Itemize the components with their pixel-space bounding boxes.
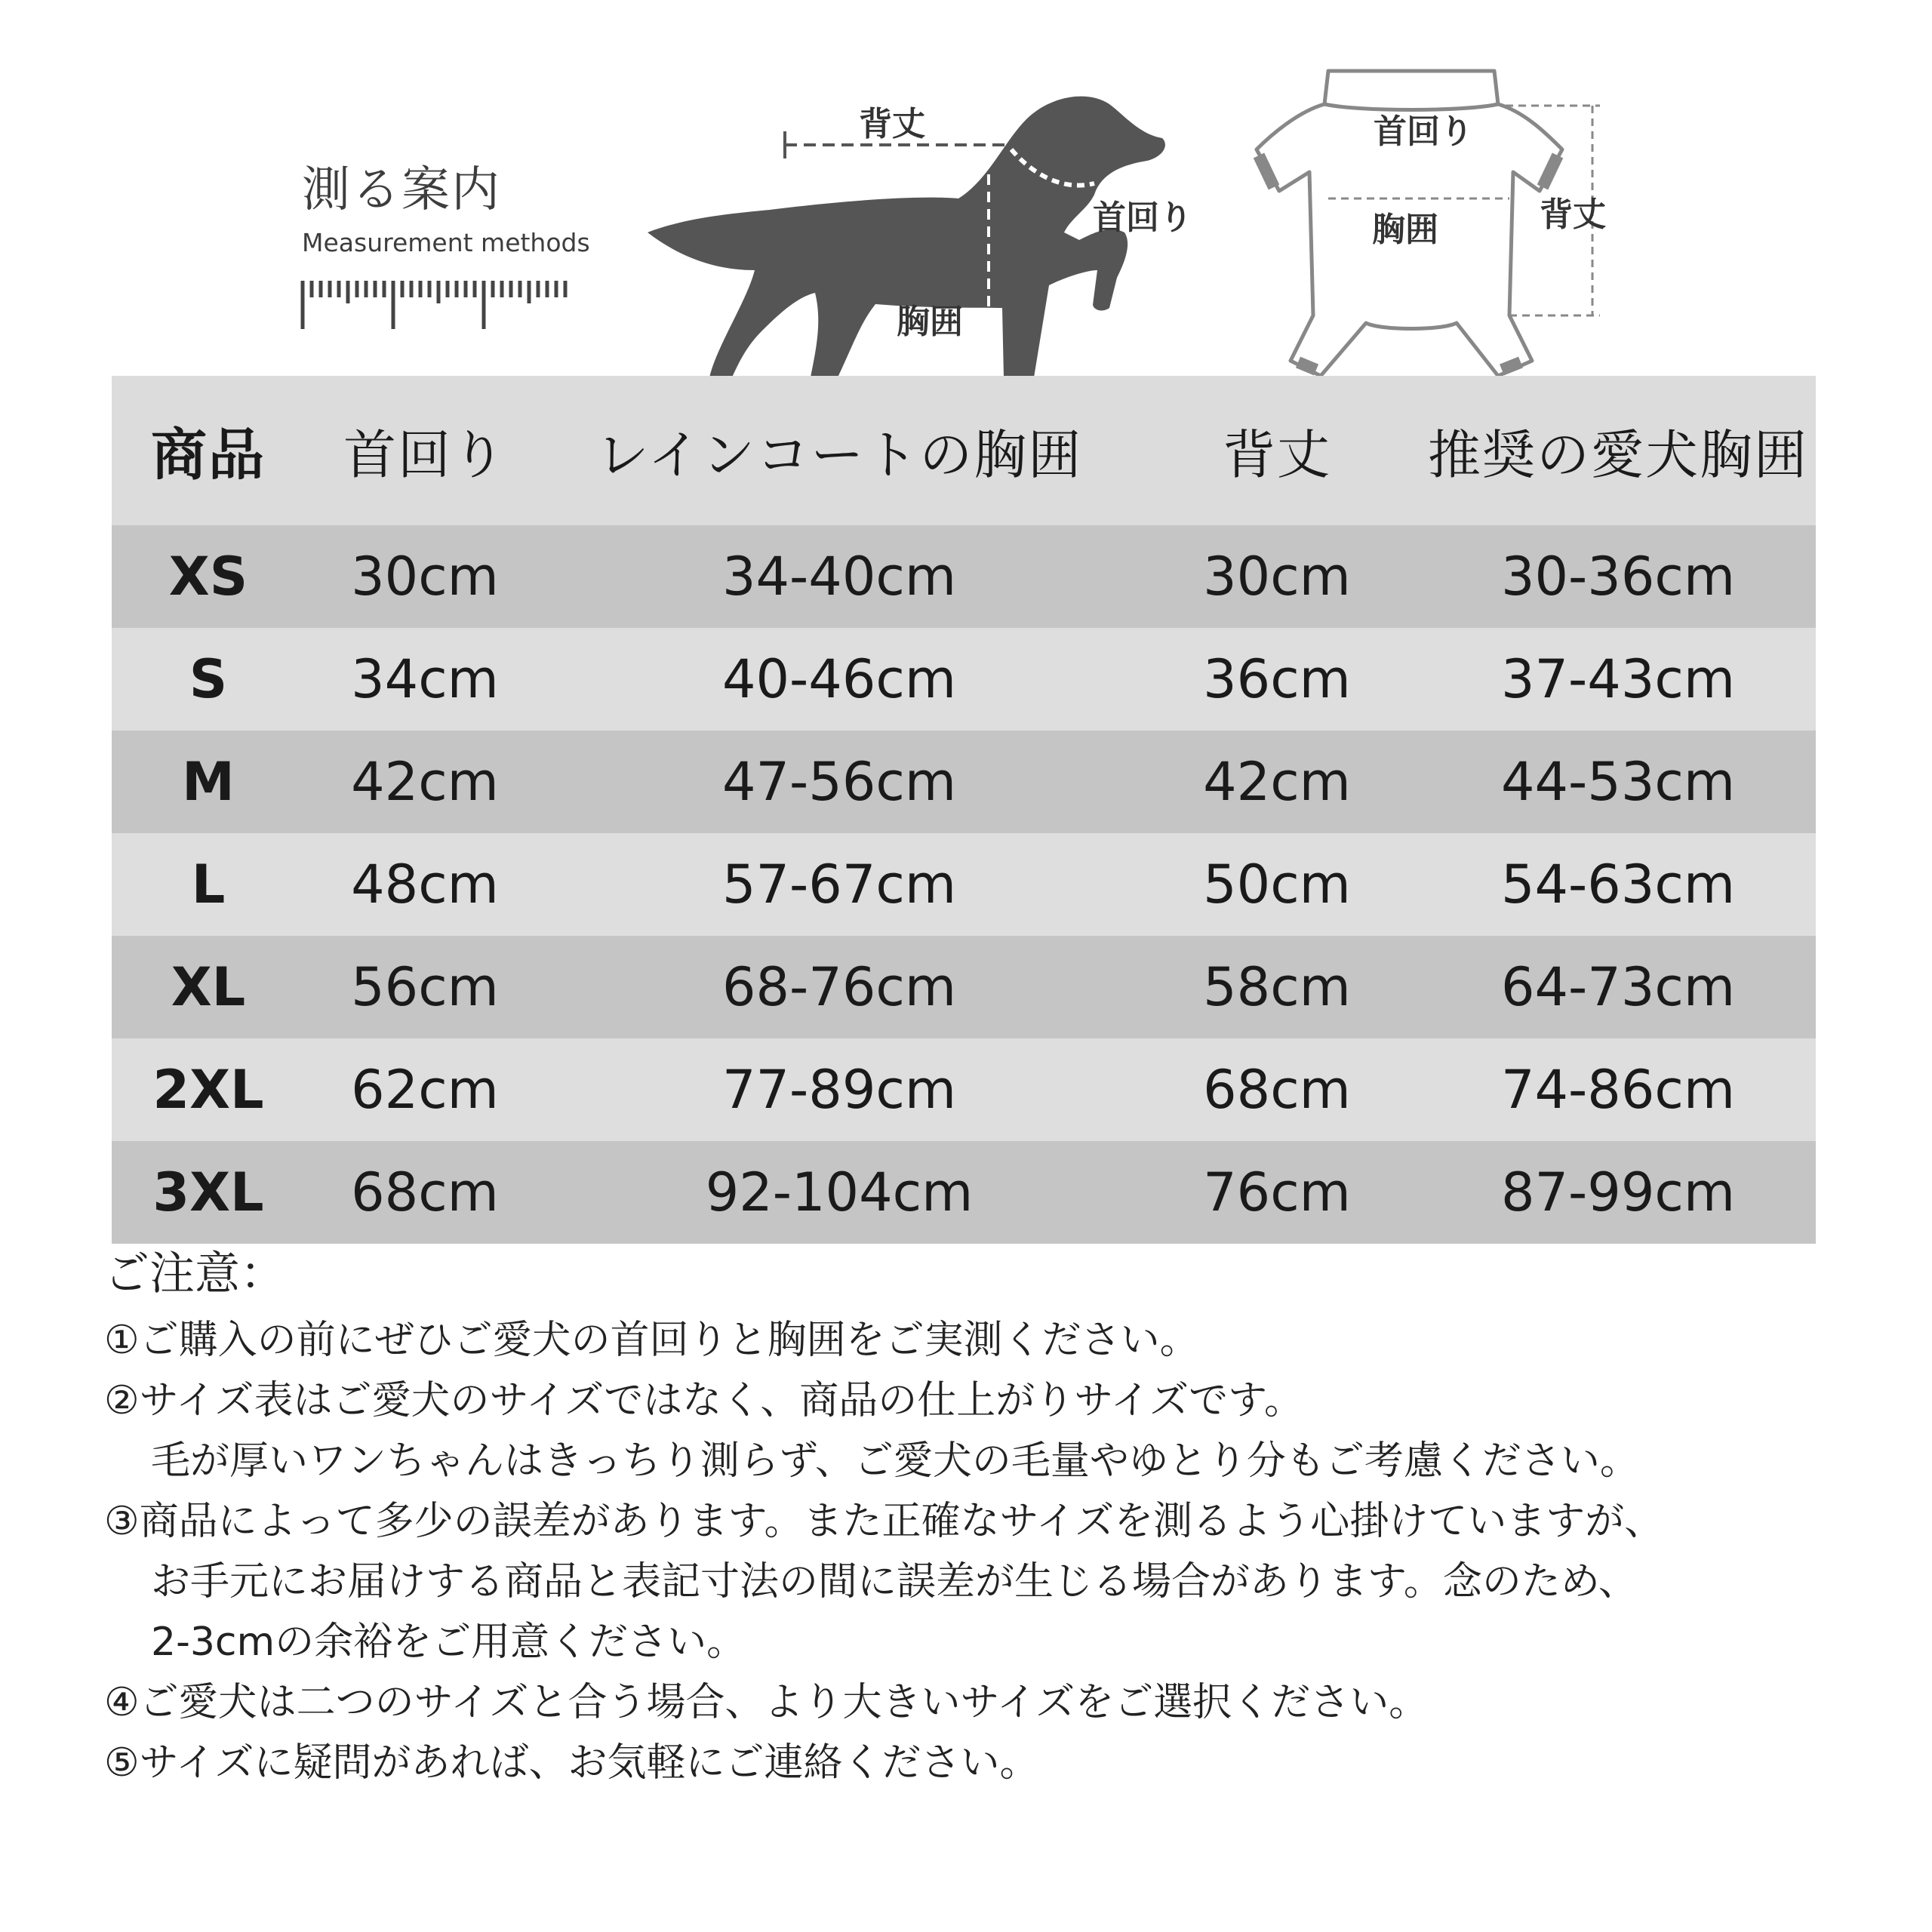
back-length-cell: 50cm bbox=[1203, 854, 1351, 915]
neck-cell: 68cm bbox=[351, 1161, 499, 1223]
note-line: ③商品によって多少の誤差があります。また正確なサイズを測るよう心掛けていますが、 bbox=[104, 1499, 1664, 1544]
table-row bbox=[112, 1141, 1816, 1244]
notes-title: ご注意： bbox=[104, 1247, 285, 1300]
table-row bbox=[112, 936, 1816, 1038]
header-back-length: 背丈 bbox=[1223, 423, 1331, 486]
coat-chest-cell: 40-46cm bbox=[721, 648, 957, 710]
recommended-chest-cell: 37-43cm bbox=[1500, 648, 1736, 710]
guide-subtitle: Measurement methods bbox=[302, 228, 590, 257]
note-line: ①ご購入の前にぜひご愛犬の首回りと胸囲をご実測ください。 bbox=[104, 1318, 1199, 1363]
table-row bbox=[112, 833, 1816, 936]
coat-chest-cell: 47-56cm bbox=[721, 751, 957, 813]
coat-chest-cell: 92-104cm bbox=[705, 1161, 974, 1223]
size-cell: L bbox=[191, 854, 226, 915]
neck-cell: 34cm bbox=[351, 648, 499, 710]
size-cell: M bbox=[182, 751, 235, 813]
note-line: ④ご愛犬は二つのサイズと合う場合、より大きいサイズをご選択ください。 bbox=[104, 1680, 1429, 1725]
back-length-cell: 58cm bbox=[1203, 956, 1351, 1018]
neck-cell: 42cm bbox=[351, 751, 499, 813]
recommended-chest-cell: 44-53cm bbox=[1500, 751, 1736, 813]
table-row bbox=[112, 628, 1816, 731]
dog-back-length-label: 背丈 bbox=[859, 105, 925, 143]
coat-chest-cell: 34-40cm bbox=[721, 546, 957, 608]
header-neck: 首回り bbox=[343, 423, 506, 486]
garment-back-length-label: 背丈 bbox=[1540, 195, 1606, 234]
header-recommended-chest: 推奨の愛犬胸囲 bbox=[1428, 423, 1808, 486]
back-length-cell: 36cm bbox=[1203, 648, 1351, 710]
coat-chest-cell: 77-89cm bbox=[721, 1059, 957, 1121]
note-line: ②サイズ表はご愛犬のサイズではなく、商品の仕上がりサイズです。 bbox=[104, 1378, 1303, 1423]
header-product: 商品 bbox=[151, 423, 266, 488]
back-length-cell: 76cm bbox=[1203, 1161, 1351, 1223]
neck-cell: 62cm bbox=[351, 1059, 499, 1121]
table-row bbox=[112, 731, 1816, 833]
size-cell: S bbox=[189, 648, 228, 710]
size-cell: XS bbox=[168, 546, 248, 608]
notes-section bbox=[104, 1238, 1915, 1793]
header-coat-chest: レインコートの胸囲 bbox=[595, 423, 1083, 486]
neck-cell: 56cm bbox=[351, 956, 499, 1018]
back-length-cell: 68cm bbox=[1203, 1059, 1351, 1121]
table-header-row bbox=[112, 376, 1816, 525]
note-line: 毛が厚いワンちゃんはきっちり測らず、ご愛犬の毛量やゆとり分もご考慮ください。 bbox=[151, 1438, 1639, 1484]
recommended-chest-cell: 30-36cm bbox=[1500, 546, 1736, 608]
table-row bbox=[112, 1038, 1816, 1141]
size-cell: XL bbox=[171, 956, 246, 1018]
note-line: ⑤サイズに疑問があれば、お気軽にご連絡ください。 bbox=[104, 1740, 1039, 1786]
dog-neck-label: 首回り bbox=[1093, 198, 1192, 237]
recommended-chest-cell: 64-73cm bbox=[1500, 956, 1736, 1018]
size-table bbox=[112, 376, 1816, 1244]
back-length-cell: 30cm bbox=[1203, 546, 1351, 608]
ruler-icon bbox=[300, 278, 568, 332]
size-cell: 3XL bbox=[152, 1161, 264, 1223]
size-cell: 2XL bbox=[152, 1059, 264, 1121]
garment-chest-label: 胸囲 bbox=[1372, 211, 1438, 249]
recommended-chest-cell: 54-63cm bbox=[1500, 854, 1736, 915]
table-row bbox=[112, 525, 1816, 628]
garment-neck-label: 首回り bbox=[1374, 112, 1473, 151]
note-line: お手元にお届けする商品と表記寸法の間に誤差が生じる場合があります。念のため、 bbox=[151, 1559, 1638, 1604]
recommended-chest-cell: 87-99cm bbox=[1500, 1161, 1736, 1223]
coat-chest-cell: 57-67cm bbox=[721, 854, 957, 915]
note-line: 2-3cmの余裕をご用意ください。 bbox=[151, 1620, 746, 1665]
back-length-cell: 42cm bbox=[1203, 751, 1351, 813]
dog-chest-label: 胸囲 bbox=[897, 303, 963, 341]
coat-chest-cell: 68-76cm bbox=[721, 956, 957, 1018]
recommended-chest-cell: 74-86cm bbox=[1500, 1059, 1736, 1121]
guide-title: 測る案内 bbox=[302, 162, 501, 218]
neck-cell: 48cm bbox=[351, 854, 499, 915]
neck-cell: 30cm bbox=[351, 546, 499, 608]
